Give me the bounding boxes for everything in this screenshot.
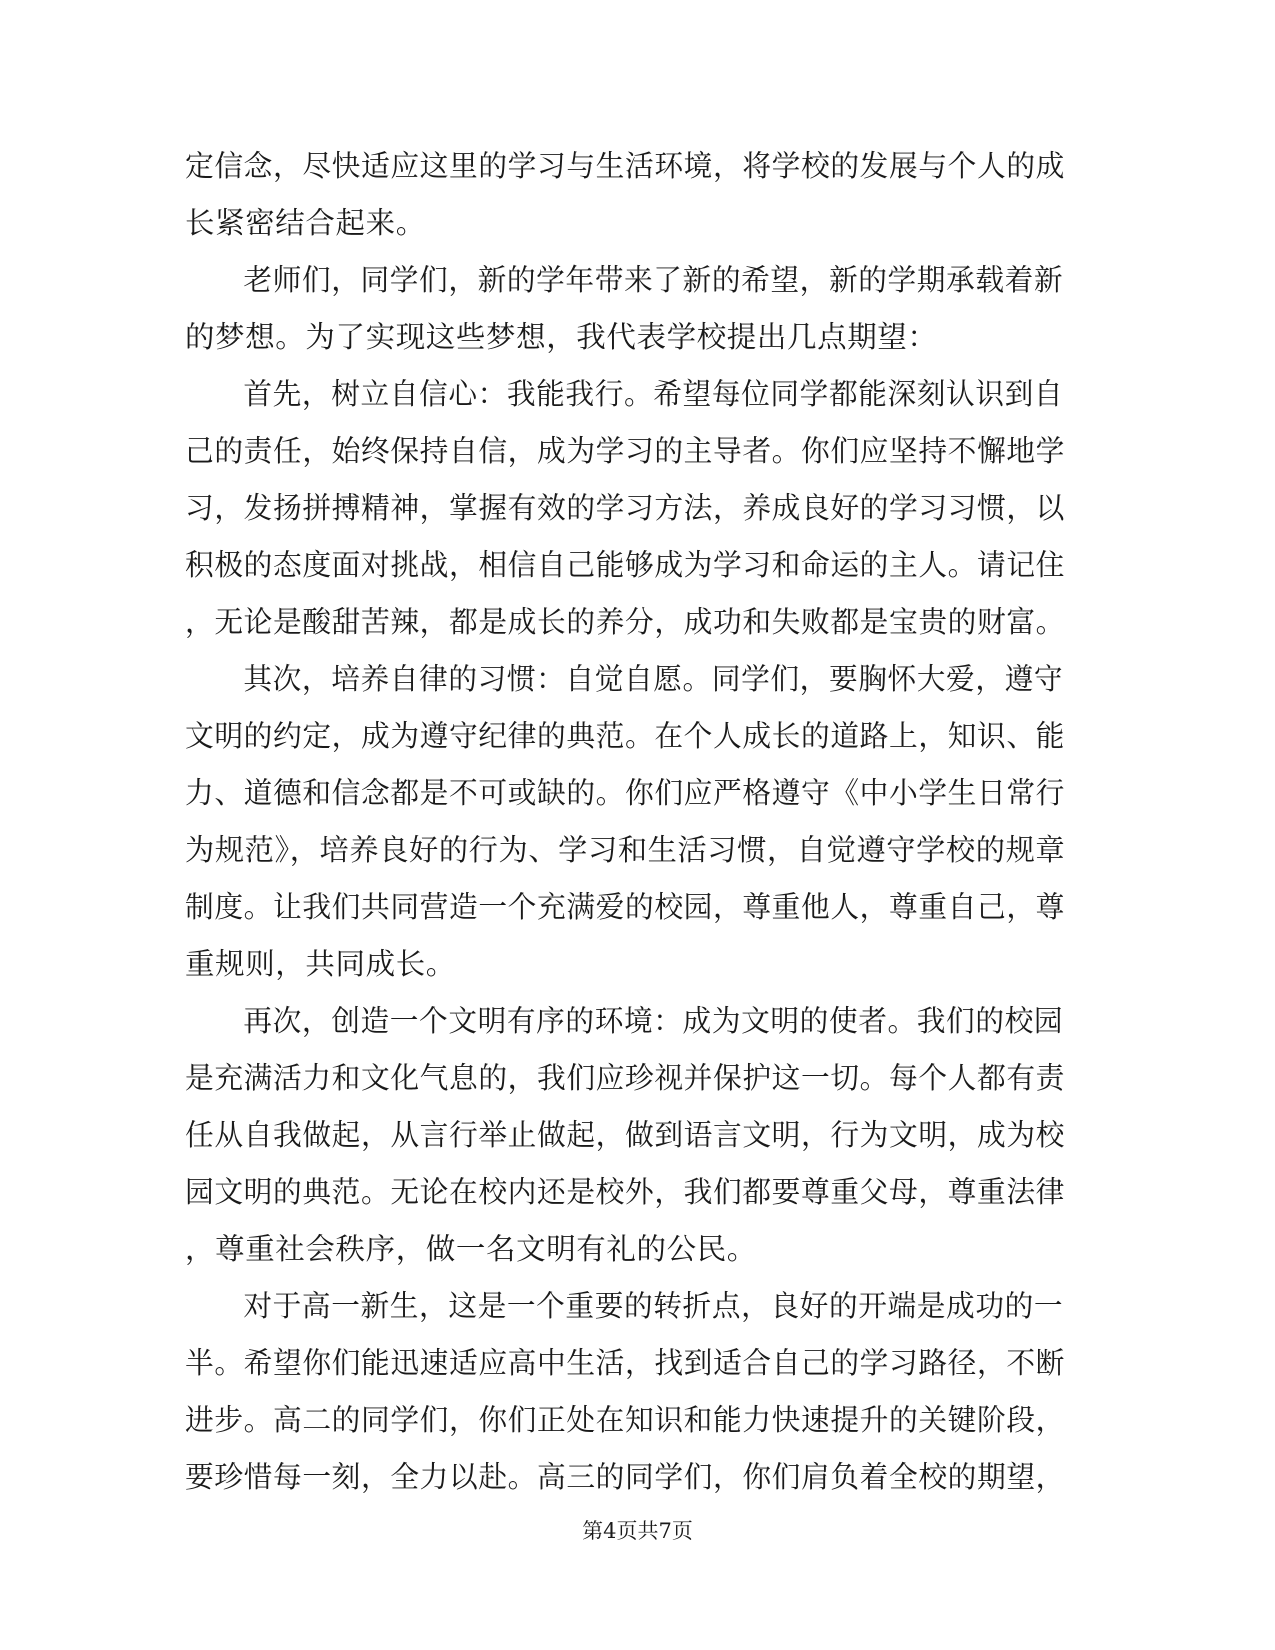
text-line: 重规则，共同成长。 <box>185 947 456 981</box>
text-line: 对于高一新生，这是一个重要的转折点，良好的开端是成功的一 <box>243 1289 1064 1323</box>
text-line: ，无论是酸甜苦辣，都是成长的养分，成功和失败都是宝贵的财富。 <box>185 605 1066 639</box>
text-line: 园文明的典范。无论在校内还是校外，我们都要尊重父母，尊重法律 <box>185 1175 1066 1209</box>
text-line: 己的责任，始终保持自信，成为学习的主导者。你们应坚持不懈地学 <box>185 434 1066 468</box>
text-line: 长紧密结合起来。 <box>185 206 426 240</box>
text-line: 定信念，尽快适应这里的学习与生活环境，将学校的发展与个人的成 <box>185 149 1066 183</box>
text-line: 是充满活力和文化气息的，我们应珍视并保护这一切。每个人都有责 <box>185 1061 1066 1095</box>
text-line: 其次，培养自律的习惯：自觉自愿。同学们，要胸怀大爱，遵守 <box>243 662 1064 696</box>
text-line: 半。希望你们能迅速适应高中生活，找到适合自己的学习路径，不断 <box>185 1346 1066 1380</box>
text-line: 老师们，同学们，新的学年带来了新的希望，新的学期承载着新 <box>243 263 1064 297</box>
text-line: 进步。高二的同学们，你们正处在知识和能力快速提升的关键阶段， <box>185 1403 1066 1437</box>
text-line: 制度。让我们共同营造一个充满爱的校园，尊重他人，尊重自己，尊 <box>185 890 1066 924</box>
text-line: 要珍惜每一刻，全力以赴。高三的同学们，你们肩负着全校的期望， <box>185 1460 1066 1494</box>
text-line: 文明的约定，成为遵守纪律的典范。在个人成长的道路上，知识、能 <box>185 719 1066 753</box>
text-line: 的梦想。为了实现这些梦想，我代表学校提出几点期望： <box>185 320 938 354</box>
text-line: 为规范》，培养良好的行为、学习和生活习惯，自觉遵守学校的规章 <box>185 833 1066 867</box>
text-line: 积极的态度面对挑战，相信自己能够成为学习和命运的主人。请记住 <box>185 548 1066 582</box>
text-line: 力、道德和信念都是不可或缺的。你们应严格遵守《中小学生日常行 <box>185 776 1066 810</box>
body-text <box>185 138 1065 1506</box>
text-line: 任从自我做起，从言行举止做起，做到语言文明，行为文明，成为校 <box>185 1118 1066 1152</box>
text-line: ，尊重社会秩序，做一名文明有礼的公民。 <box>185 1232 757 1266</box>
text-line: 再次，创造一个文明有序的环境：成为文明的使者。我们的校园 <box>243 1004 1064 1038</box>
text-line: 习，发扬拼搏精神，掌握有效的学习方法，养成良好的学习习惯，以 <box>185 491 1066 525</box>
text-line: 首先，树立自信心：我能我行。希望每位同学都能深刻认识到自 <box>243 377 1064 411</box>
page-footer: 第4页共7页 <box>582 1519 693 1543</box>
